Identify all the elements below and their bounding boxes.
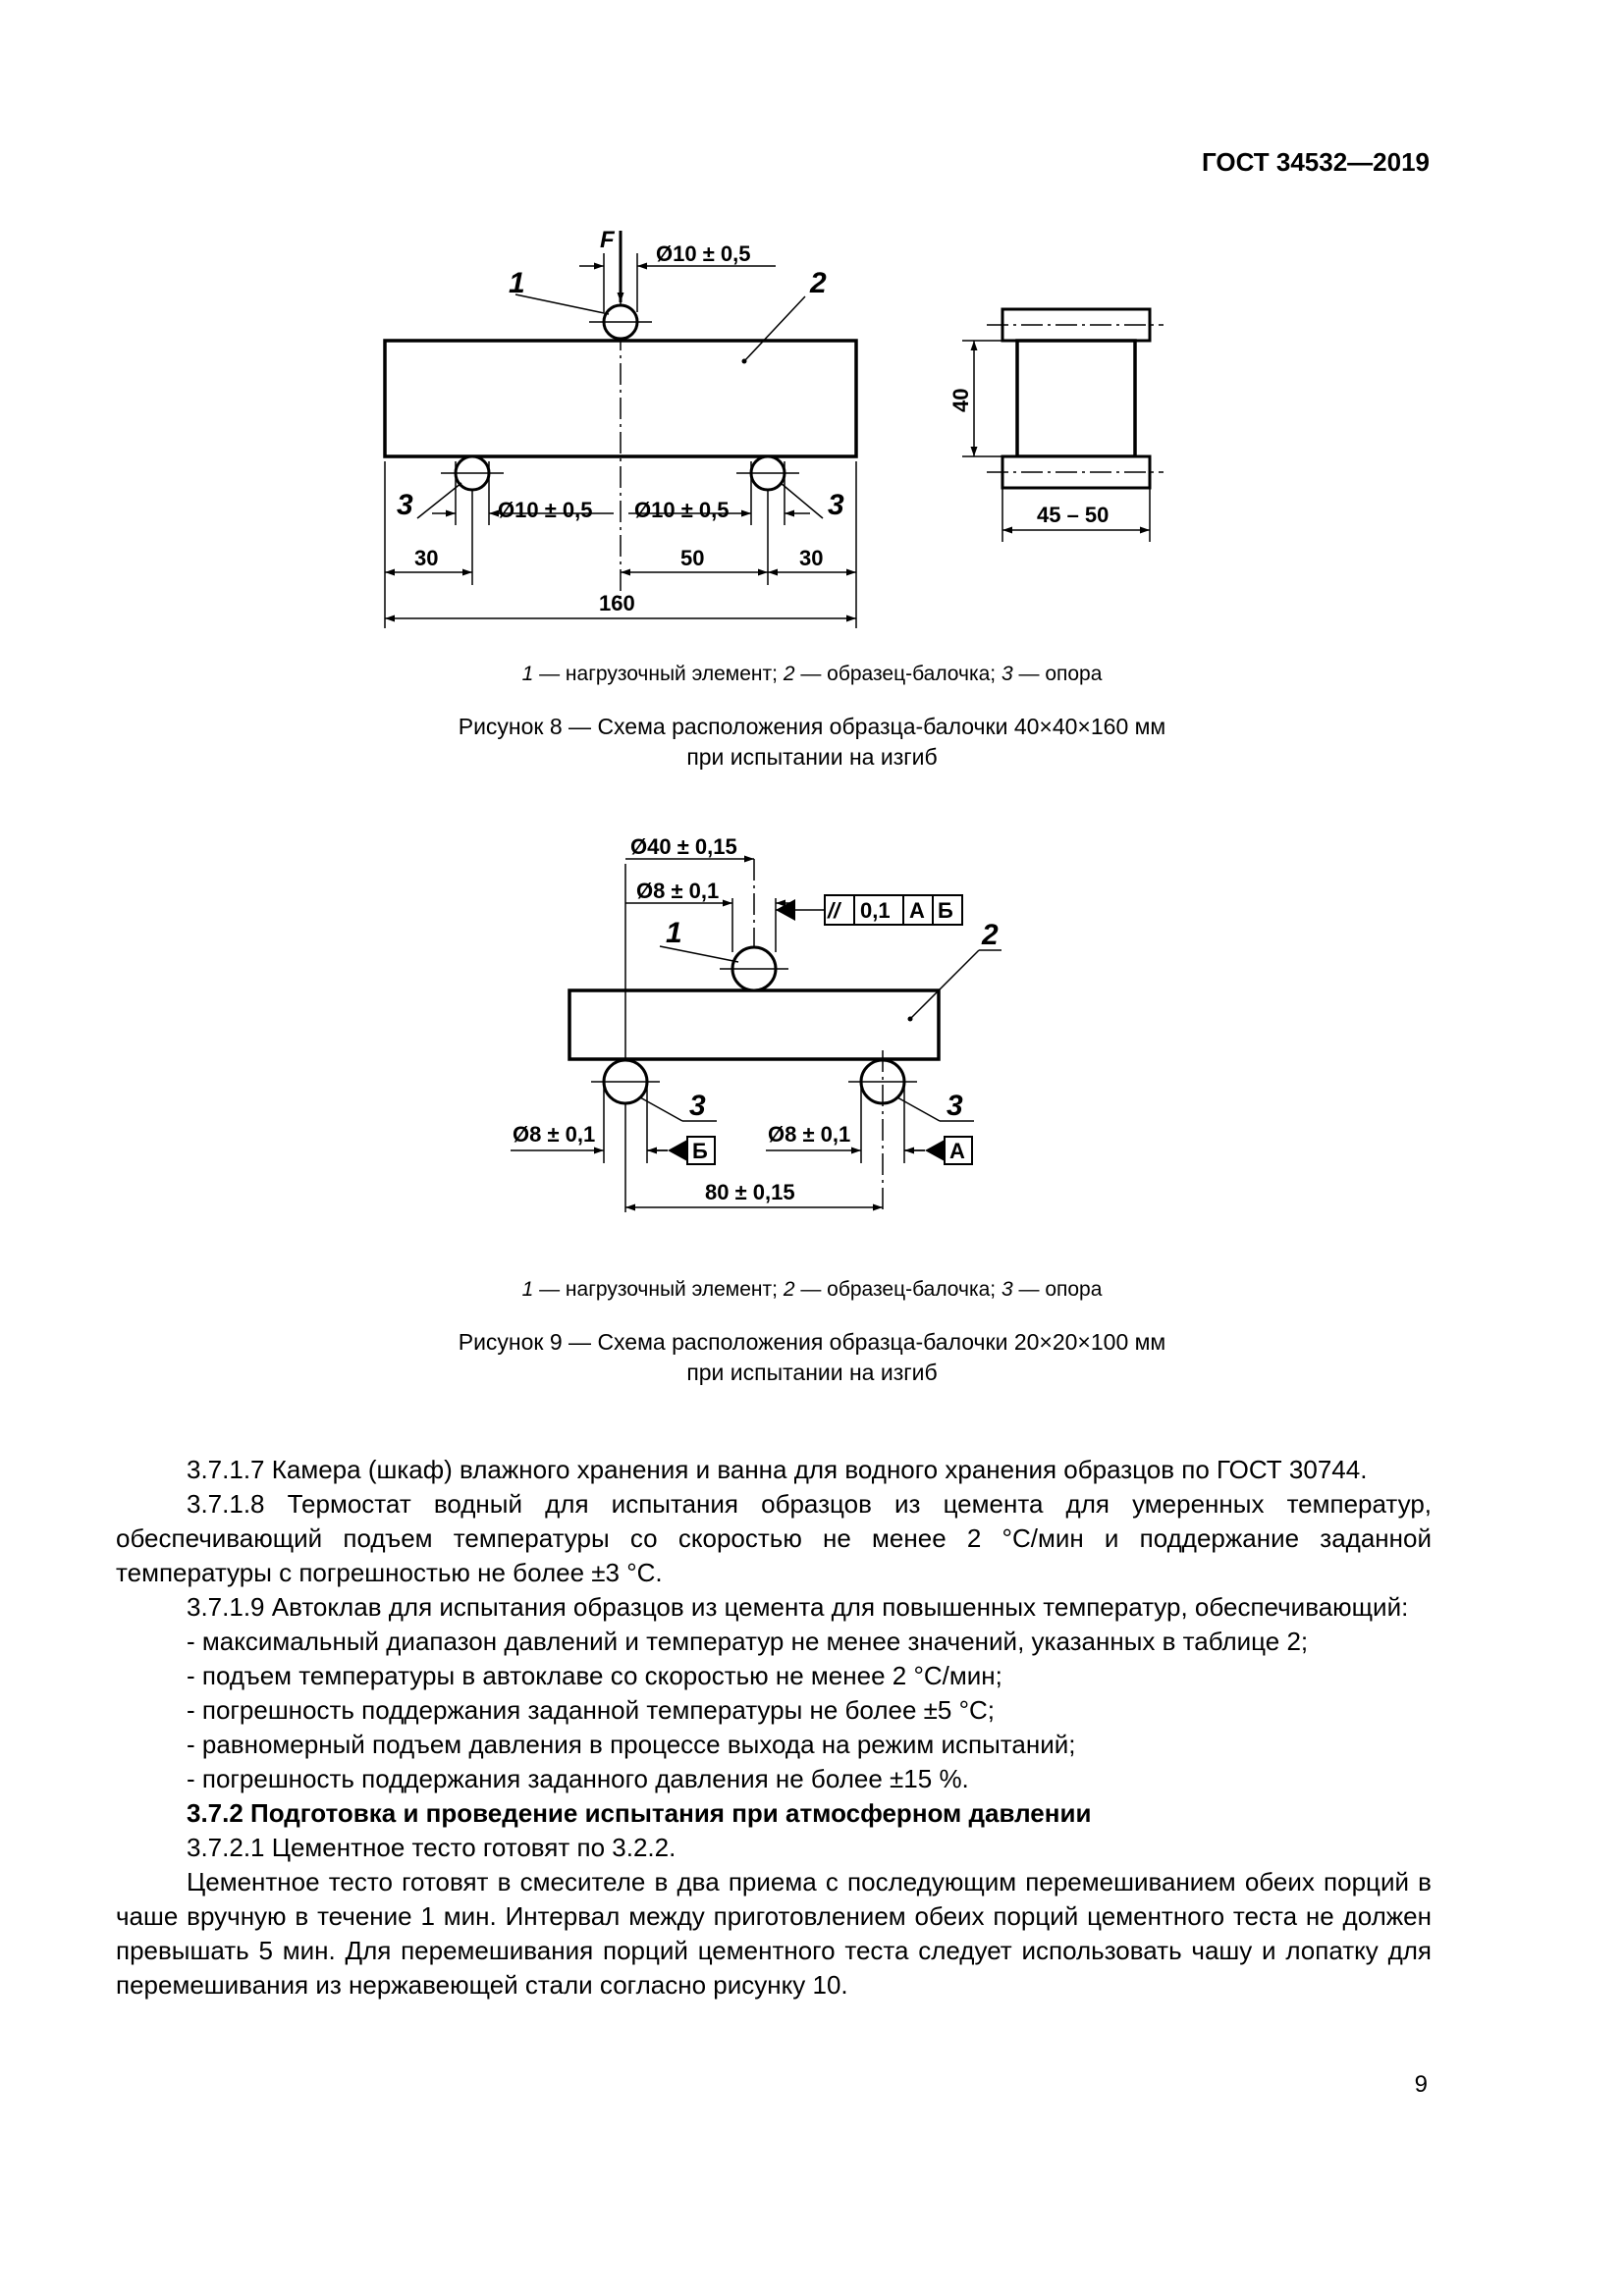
dia-8-left-label: Ø8 ± 0,1 <box>513 1122 596 1147</box>
figure-9-caption: Рисунок 9 — Схема расположения образца-балочки 20×20×100 мм при испытании на изгиб <box>458 1329 1166 1385</box>
callout-2: 2 <box>810 267 827 299</box>
callout-1: 1 <box>509 267 525 299</box>
dia-8-top-label: Ø8 ± 0,1 <box>636 879 720 903</box>
paragraph-3-7-2-1: 3.7.2.1 Цементное тесто готовят по 3.2.2. <box>187 1833 677 1862</box>
body-text <box>116 1453 1432 2002</box>
parallelism-symbol: // <box>828 898 840 923</box>
list-item: - равномерный подъем давления в процессе выхода на режим испытаний; <box>187 1730 1076 1759</box>
callout-3-left-small: 3 <box>689 1090 706 1122</box>
dim-30-left: 30 <box>414 546 439 570</box>
tolerance-datum-a: А <box>909 898 925 923</box>
figure-8-caption: Рисунок 8 — Схема расположения образца-балочки 40×40×160 мм при испытании на изгиб <box>458 714 1166 770</box>
dim-40: 40 <box>948 388 973 412</box>
dim-80-label: 80 ± 0,15 <box>705 1180 795 1204</box>
list-item: - максимальный диапазон давлений и температур не менее значений, указанных в таблице 2; <box>187 1627 1309 1656</box>
paragraph-3-7-1-8: 3.7.1.8 Термостат водный для испытания образцов из цемента для умеренных температур, обеспечивающий подъем температуры со скоростью не менее 2 °С/мин и поддержание заданной температуры с погрешностью не более ±3 °С. <box>116 1489 1432 1587</box>
figure-9-diagram <box>0 825 1624 1247</box>
callout-1-small: 1 <box>666 917 682 949</box>
figure-9-legend: 1 — нагрузочный элемент; 2 — образец-балочка; 3 — опора <box>521 1278 1103 1301</box>
support-right-diameter: Ø10 ± 0,5 <box>634 498 730 522</box>
callout-3-right: 3 <box>828 489 844 521</box>
tolerance-datum-b: Б <box>938 898 953 923</box>
list-item: - погрешность поддержания заданной температуры не более ±5 °С; <box>187 1695 995 1725</box>
figure-8-legend: 1 — нагрузочный элемент; 2 — образец-балочка; 3 — опора <box>521 663 1103 685</box>
dia-40-label: Ø40 ± 0,15 <box>630 834 737 859</box>
datum-b-label: Б <box>692 1139 708 1163</box>
dim-30-right: 30 <box>799 546 824 570</box>
page-number: 9 <box>1414 2071 1428 2098</box>
document-header: ГОСТ 34532—2019 <box>1202 147 1430 177</box>
force-label: F <box>600 227 615 253</box>
support-left-diameter: Ø10 ± 0,5 <box>498 498 593 522</box>
datum-a-label: А <box>949 1139 965 1163</box>
dia-8-right-label: Ø8 ± 0,1 <box>768 1122 851 1147</box>
callout-3-right-small: 3 <box>947 1090 963 1122</box>
paragraph-3-7-1-9: 3.7.1.9 Автоклав для испытания образцов из цемента для повышенных температур, обеспечивающий: <box>187 1592 1409 1622</box>
callout-2-small: 2 <box>982 919 999 951</box>
load-diameter-label: Ø10 ± 0,5 <box>656 241 751 266</box>
dim-50: 50 <box>680 546 705 570</box>
section-heading-3-7-2: 3.7.2 Подготовка и проведение испытания при атмосферном давлении <box>187 1798 1092 1828</box>
figure-8-diagram <box>0 0 1624 667</box>
tolerance-value: 0,1 <box>860 898 891 923</box>
paragraph-3-7-1-7: 3.7.1.7 Камера (шкаф) влажного хранения и ванна для водного хранения образцов по ГОСТ 30744. <box>187 1455 1368 1484</box>
dim-45-50: 45 – 50 <box>1037 503 1110 527</box>
list-item: - погрешность поддержания заданного давления не более ±15 %. <box>187 1764 969 1793</box>
callout-3-left: 3 <box>397 489 413 521</box>
dim-160: 160 <box>599 591 635 615</box>
list-item: - подъем температуры в автоклаве со скоростью не менее 2 °С/мин; <box>187 1661 1002 1690</box>
side-view-specimen <box>1017 341 1135 456</box>
paragraph-cement-paste: Цементное тесто готовят в смесителе в два приема с последующим перемешиванием обеих порций в чаше вручную в течение 1 мин. Интервал между приготовлением обеих порций цементного теста не должен превышать 5 мин. Для перемешивания порций цементного теста следует использовать чашу и лопатку для перемешивания из нержавеющей стали согласно рисунку 10. <box>116 1867 1432 2000</box>
